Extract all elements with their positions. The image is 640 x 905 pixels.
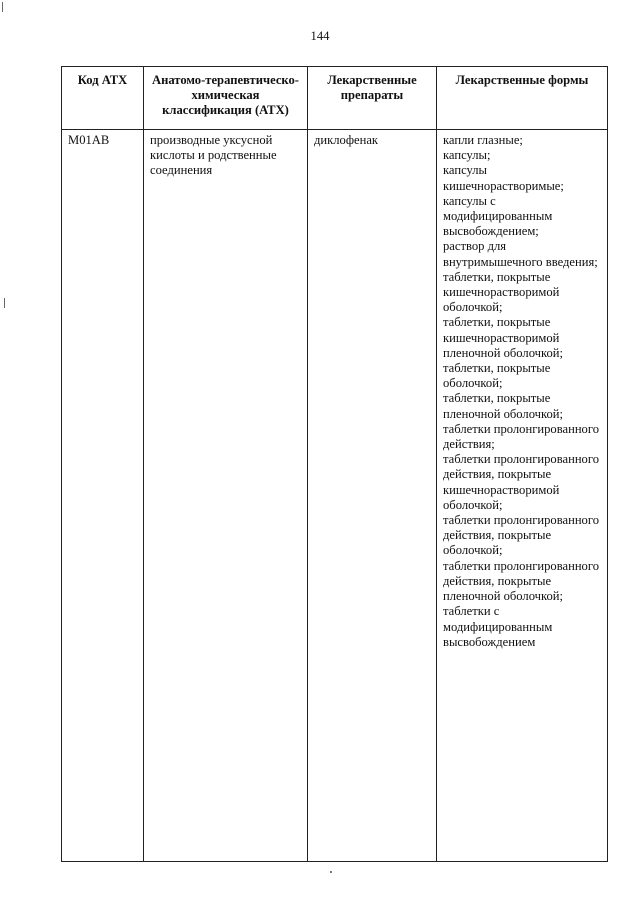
header-dosage-forms <box>437 67 608 130</box>
header-drugs-text: Лекарственные препараты <box>327 73 417 103</box>
header-atc-classification <box>144 67 308 130</box>
cell-drug-name: диклофенак <box>308 130 437 862</box>
dosage-form-item: таблетки пролонгированного действия, покрытые пленочной оболочкой; <box>443 558 600 604</box>
cell-atc-classification: производные уксусной кислоты и родственные соединения <box>144 130 308 862</box>
scan-margin-mark <box>2 2 3 12</box>
dosage-form-item: капсулы; <box>443 148 491 163</box>
dosage-form-item: таблетки пролонгированного действия; <box>443 421 600 452</box>
dosage-form-item: капсулы с модифицированным высвобождением; <box>443 193 553 239</box>
dosage-form-item: таблетки, покрытые оболочкой; <box>443 361 551 391</box>
header-dosage-forms-text: Лекарственные формы <box>455 73 589 87</box>
scan-margin-mark <box>4 298 5 308</box>
table-header-row <box>62 67 608 130</box>
header-drugs <box>308 67 437 130</box>
dosage-form-item: таблетки пролонгированного действия, покрытые оболочкой; <box>443 513 600 558</box>
dosage-form-item: таблетки, покрытые кишечнорастворимой пленочной оболочкой; <box>443 315 564 360</box>
atc-table <box>61 66 608 862</box>
dosage-form-item: таблетки пролонгированного действия, покрытые кишечнорастворимой оболочкой; <box>443 452 600 512</box>
dosage-form-item: капли глазные; <box>443 133 523 147</box>
cell-atc-code: M01AB <box>62 130 144 862</box>
dosage-form-item: таблетки, покрытые кишечнорастворимой оболочкой; <box>443 269 560 315</box>
cell-dosage-forms <box>437 130 608 862</box>
scan-speck <box>330 871 332 873</box>
table-row <box>62 130 608 862</box>
dosage-form-item: таблетки, покрытые пленочной оболочкой; <box>443 391 564 421</box>
dosage-form-item: раствор для внутримышечного введения; <box>443 239 598 269</box>
header-atc-code: Код АТХ <box>62 67 144 130</box>
page-number: 144 <box>310 29 330 43</box>
dosage-form-item: капсулы кишечнорастворимые; <box>443 163 564 193</box>
dosage-form-item: таблетки с модифицированным высвобождением <box>443 604 553 649</box>
header-atc-classification-text: Анатомо-терапевтическо-химическая классификация (АТХ) <box>151 73 299 118</box>
